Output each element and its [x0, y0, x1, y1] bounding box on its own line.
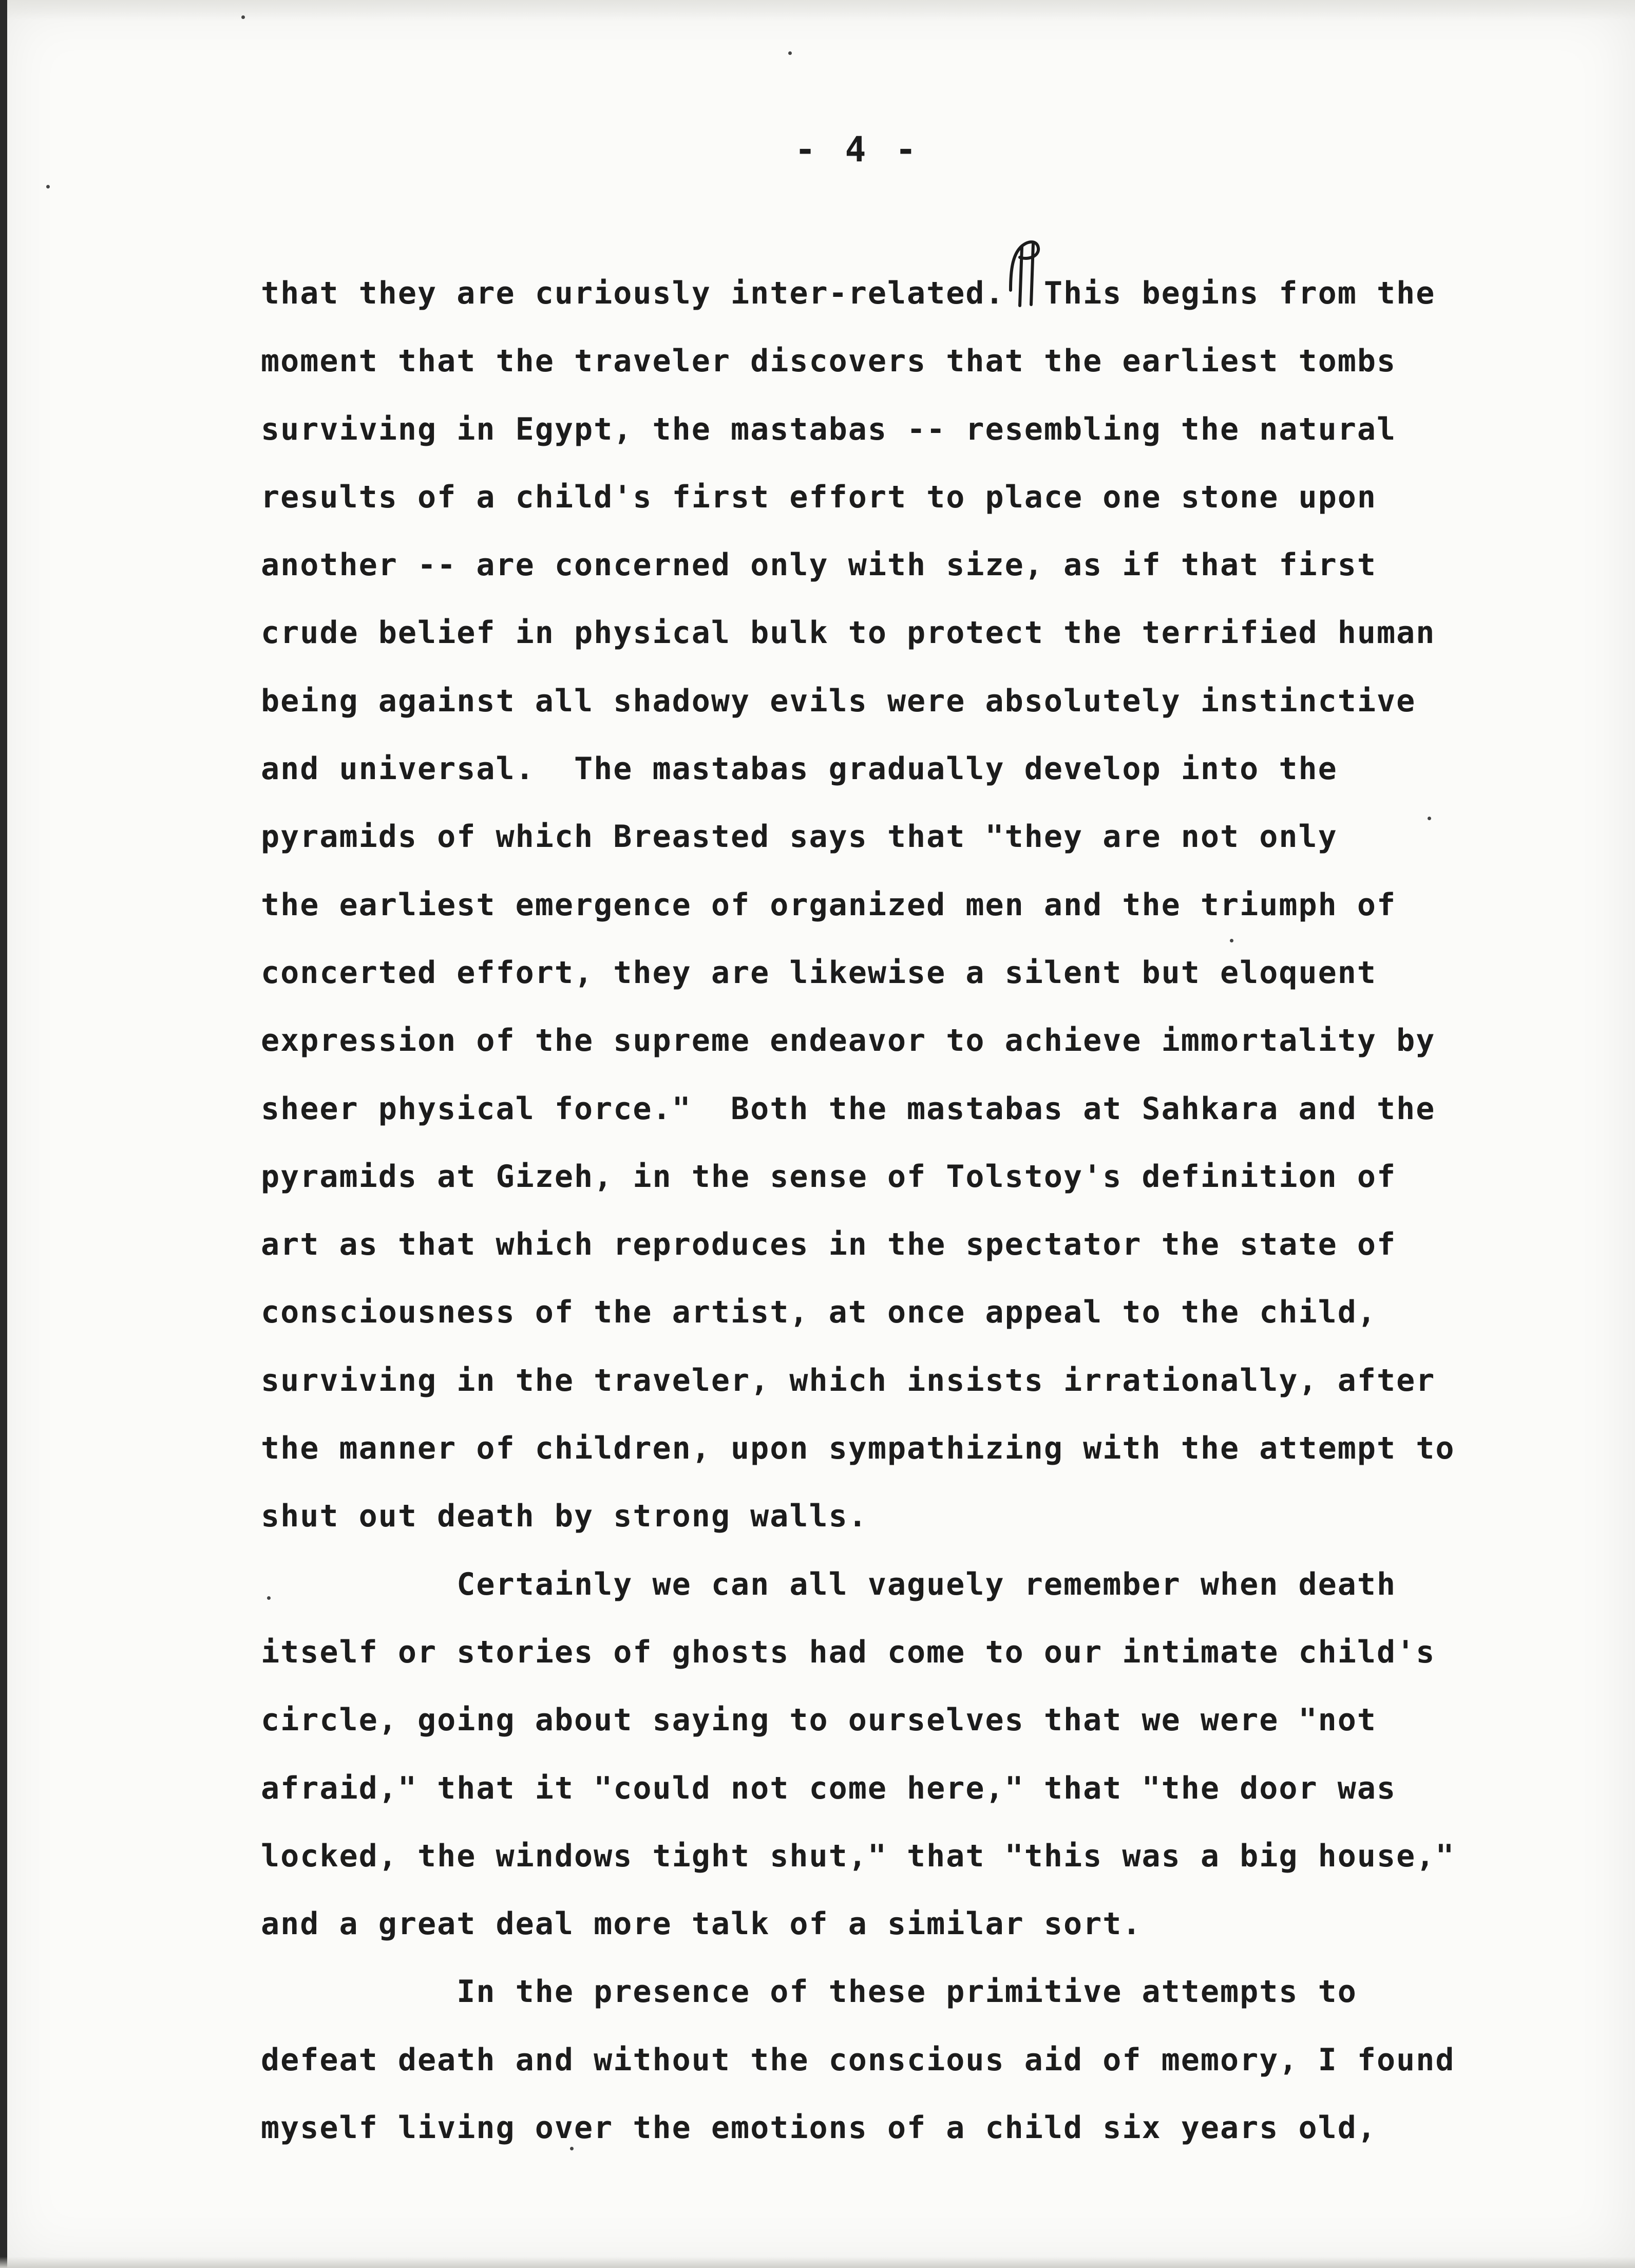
text-line: the earliest emergence of organized men and the triumph of [261, 886, 1397, 923]
text-line: being against all shadowy evils were absolutely instinctive [261, 683, 1416, 719]
scan-bottom-edge [0, 2257, 1635, 2268]
text-line: shut out death by strong walls. [261, 1498, 868, 1535]
text-line: and universal. The mastabas gradually develop into the [261, 751, 1338, 787]
text-line: that they are curiously inter-related. This begins from the [261, 275, 1436, 311]
text-line: results of a child's first effort to place one stone upon [261, 479, 1377, 515]
text-line: afraid," that it "could not come here," that "the door was [261, 1770, 1397, 1806]
scan-left-edge [0, 0, 7, 2268]
text-line: surviving in the traveler, which insists irrationally, after [261, 1362, 1436, 1398]
scan-speck [46, 185, 50, 188]
text-line: circle, going about saying to ourselves that we were "not [261, 1702, 1377, 1738]
text-line: expression of the supreme endeavor to achieve immortality by [261, 1023, 1436, 1059]
page-number: - 4 - [794, 129, 921, 170]
text-line: and a great deal more talk of a similar sort. [261, 1906, 1142, 1942]
text-line: another -- are concerned only with size, as if that first [261, 547, 1377, 583]
text-line: locked, the windows tight shut," that "this was a big house," [261, 1838, 1455, 1874]
text-line: defeat death and without the conscious aid of memory, I found [261, 2042, 1455, 2078]
text-line: the manner of children, upon sympathizing with the attempt to [261, 1430, 1455, 1467]
scan-speck [788, 51, 792, 55]
document-body [261, 259, 1514, 2162]
text-line: art as that which reproduces in the spectator the state of [261, 1226, 1397, 1263]
text-line: moment that the traveler discovers that the earliest tombs [261, 343, 1397, 380]
text-line: crude belief in physical bulk to protect the terrified human [261, 615, 1436, 651]
text-line: sheer physical force." Both the mastabas at Sahkara and the [261, 1090, 1436, 1127]
text-line: Certainly we can all vaguely remember when death [261, 1566, 1397, 1602]
text-line: consciousness of the artist, at once appeal to the child, [261, 1294, 1377, 1331]
text-line: In the presence of these primitive attempts to [261, 1974, 1357, 2010]
text-line: pyramids at Gizeh, in the sense of Tolstoy's definition of [261, 1158, 1397, 1195]
scan-speck [241, 15, 245, 19]
text-line: concerted effort, they are likewise a silent but eloquent [261, 954, 1377, 991]
text-line: pyramids of which Breasted says that "they are not only [261, 819, 1338, 855]
scan-top-edge [0, 0, 1635, 21]
text-line: itself or stories of ghosts had come to our intimate child's [261, 1634, 1436, 1670]
text-line: surviving in Egypt, the mastabas -- resembling the natural [261, 411, 1397, 447]
text-line: myself living over the emotions of a child six years old, [261, 2110, 1377, 2146]
